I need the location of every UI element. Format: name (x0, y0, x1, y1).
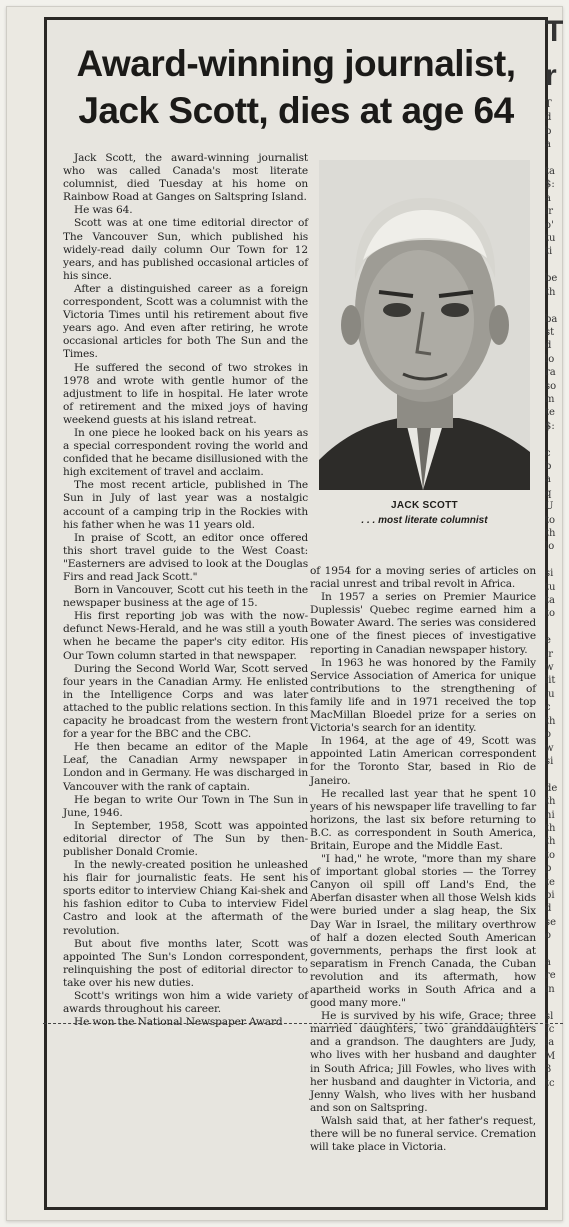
adjacent-text-line: la (545, 1037, 555, 1049)
paragraph: He began to write Our Town in The Sun in June, 1946. (63, 793, 308, 819)
photo-caption-description: . . . most literate columnist (361, 515, 488, 526)
adjacent-text-line: se (545, 916, 557, 928)
adjacent-text-line: p (545, 863, 552, 875)
adjacent-text-line: o' (545, 219, 554, 231)
adjacent-text-line: lit (545, 675, 556, 687)
adjacent-text-line: th (545, 715, 556, 727)
adjacent-text-line: o (545, 930, 552, 942)
adjacent-text-line: d (545, 112, 552, 124)
adjacent-text-line: c (545, 447, 551, 459)
photo-caption-name: JACK SCOTT (391, 500, 458, 511)
adjacent-text-line: tu (545, 233, 556, 245)
adjacent-text-line: M (545, 1050, 556, 1062)
adjacent-text-line: si (545, 755, 554, 767)
adjacent-text-line: lo (545, 541, 555, 553)
headline-line-1: Award-winning journalist, (76, 43, 516, 84)
paragraph: In one piece he looked back on his years as a special correspondent roving the world and confided that he became disillusioned with the high excitement of travel and acclaim. (63, 426, 308, 479)
adjacent-text-line: de (545, 782, 558, 794)
adjacent-text-line: th (545, 822, 556, 834)
paragraph: In 1957 a series on Premier Maurice Duplessis' Quebec regime earned him a Bowater Award. The series was considered one of the finest pieces of investigative reporting in Canadian newspaper history. (310, 591, 536, 656)
adjacent-text-line: $: (545, 179, 555, 191)
adjacent-text-line: d (545, 340, 552, 352)
adjacent-text-line: bi (545, 889, 555, 901)
paragraph: In the newly-created position he unleashed his flair for journalistic feats. He sent his sports editor to interview Chiang Kai-shek and his fashion editor to Cuba to interview Fidel Castro and look at the aftermath of the revolution. (63, 859, 308, 937)
paragraph: In praise of Scott, an editor once offered this short travel guide to the West Coast: "Easterners are advised to look at the Douglas Firs and read Jack Scott." (63, 531, 308, 583)
adjacent-text-line: re (545, 970, 556, 982)
adjacent-text-line: to (545, 514, 556, 526)
adjacent-text-line: te (545, 876, 555, 888)
paragraph: He is survived by his wife, Grace; three married daughters, two granddaughters and a grandson. The daughters are Judy, who lives with her husband and daughter in South Africa; Jill Fowles, who lives with her husband and daughter in Victoria, and Jenny Walsh, who lives with her husband and son on Saltspring. (310, 1010, 536, 1114)
adjacent-text-line: lo (545, 353, 555, 365)
paragraph: He was 64. (74, 204, 133, 217)
paragraph: He suffered the second of two strokes in 1978 and wrote with gentle humor of the adjustment to life in hospital. He later wrote of retirement and the mixed joys of having weekend guests at his island retreat. (63, 361, 308, 426)
adjacent-text-line: q (545, 487, 552, 499)
adjacent-text-line: o (545, 729, 552, 741)
adjacent-text-line: a (545, 139, 551, 151)
adjacent-text-line (545, 433, 569, 446)
adjacent-text-line: $: (545, 420, 555, 432)
adjacent-text-line: T (545, 99, 552, 110)
adjacent-text-line: in (545, 983, 555, 995)
paragraph: The most recent article, published in The Sun in July of last year was a nostalgic account of a camping trip in the Rockies with his father when he was 11 years old. (63, 479, 308, 531)
adjacent-text-line: ta (545, 595, 555, 607)
adjacent-text-line (545, 943, 569, 956)
adjacent-text-line: ir (545, 648, 553, 660)
adjacent-text-line: a (545, 474, 551, 486)
adjacent-text-line: be (545, 273, 558, 285)
adjacent-text-line: 3 (545, 1064, 552, 1076)
adjacent-text-line: ti (545, 246, 553, 258)
adjacent-heading-fragment-2: r (545, 59, 557, 92)
adjacent-text-line: w (545, 742, 554, 754)
adjacent-text-line (545, 554, 569, 567)
portrait-photo (319, 160, 530, 490)
paragraph: He recalled last year that he spent 10 years of his newspaper life travelling to far horizons, the last six before returning to B.C. as correspondent in South America, Britain, Europe and the Middle East. (310, 787, 536, 852)
adjacent-text-lines (545, 98, 569, 1090)
clipping-cut-line (43, 1023, 563, 1024)
adjacent-text-line: th (545, 796, 556, 808)
adjacent-text-line: so (545, 380, 557, 392)
adjacent-text-line: sl (545, 1010, 554, 1022)
paragraph: He won the National Newspaper Award (74, 1016, 283, 1029)
adjacent-heading-fragment-1: T (545, 15, 564, 48)
adjacent-text-line: ba (545, 313, 558, 325)
headline-line-2: Jack Scott, dies at age 64 (78, 90, 514, 131)
adjacent-text-line: st (545, 326, 555, 338)
adjacent-text-line (545, 299, 569, 312)
adjacent-text-line: te (545, 407, 555, 419)
article-headline (59, 40, 533, 134)
paragraph: During the Second World War, Scott served four years in the Canadian Army. He enlisted in the Intelligence Corps and was later attached to the public relations section. In this capacity he broadcast from the western front for a year for the BBC and the CBC. (63, 662, 308, 741)
paragraph: But about five months later, Scott was appointed The Sun's London correspondent, relinquishing the post of editorial director to take over his new duties. (63, 937, 308, 989)
adjacent-text-line (545, 259, 569, 272)
newspaper-clipping (6, 6, 563, 1221)
adjacent-text-line: to (545, 849, 556, 861)
adjacent-text-line: ra (545, 367, 556, 379)
article-frame (44, 17, 548, 1210)
adjacent-text-line: tu (545, 581, 556, 593)
paragraph: Jack Scott, the award-winning journalist who was called Canada's most literate columnist, died Tuesday at his home on Rainbow Road at Ganges on Saltspring Island. (63, 152, 308, 204)
right-column (310, 565, 536, 1154)
adjacent-text-line: th (545, 836, 556, 848)
paragraph: Scott's writings won him a wide variety of awards throughout his career. (63, 990, 308, 1016)
adjacent-text-line: b (545, 460, 552, 472)
adjacent-text-line: c (545, 702, 551, 714)
adjacent-text-line: ir (545, 206, 553, 218)
paragraph: of 1954 for a moving series of articles on racial unrest and tribal revolt in Africa. (310, 565, 536, 591)
adjacent-text-line: U (545, 501, 554, 513)
left-column (63, 152, 308, 1029)
adjacent-column-fragment (545, 10, 569, 1210)
adjacent-text-line: th (545, 528, 556, 539)
adjacent-text-line: th (545, 286, 556, 298)
adjacent-text-line: to (545, 608, 556, 620)
paragraph: Scott was at one time editorial director of The Vancouver Sun, which published his widely-read daily column Our Town for 12 years, and has published occasional articles of his since. (63, 217, 308, 282)
adjacent-text-line: w (545, 662, 554, 674)
adjacent-text-line (545, 152, 569, 165)
adjacent-text-line: tc (545, 1077, 555, 1089)
portrait-illustration (319, 160, 530, 490)
adjacent-text-line: a (545, 192, 551, 204)
paragraph: In 1964, at the age of 49, Scott was appointed Latin American correspondent for the Toronto Star, based in Rio de Janeiro. (310, 735, 536, 787)
adjacent-text-line: hi (545, 809, 555, 821)
paragraph: Born in Vancouver, Scott cut his teeth in the newspaper business at the age of 15. (63, 584, 308, 610)
adjacent-text-line (545, 621, 569, 634)
paragraph: After a distinguished career as a foreign correspondent, Scott was a columnist with the Victoria Times until his retirement about five years ago. And even after retiring, he wrote occasional articles for both The Sun and the Times. (63, 282, 308, 361)
adjacent-text-line: ta (545, 166, 555, 178)
paragraph: "I had," he wrote, "more than my share of important global stories — the Torrey Canyon oil spill off Land's End, the Aberfan disaster when all those Welsh kids were buried under a slag heap, the Six Day War in Israel, the military overthrow of half a dozen elected South American governments, perhaps the first look at separatism in French Canada, the Cuban revolution and its aftermath, how apartheid works in South Africa and a good many more." (310, 853, 536, 1010)
paragraph: In September, 1958, Scott was appointed editorial director of The Sun by then- publisher Donald Cromie. (63, 819, 308, 858)
paragraph: Walsh said that, at her father's request, there will be no funeral service. Cremation will take place in Victoria. (310, 1114, 536, 1154)
adjacent-text-line: d (545, 903, 552, 915)
adjacent-text-line: si (545, 568, 554, 580)
adjacent-text-line: m (545, 393, 555, 405)
paragraph: His first reporting job was with the now-defunct News-Herald, and he was still a youth when he became the paper's city editor. His Our Town column started in that newspaper. (63, 610, 308, 662)
adjacent-text-line: a (545, 957, 551, 968)
paragraph: In 1963 he was honored by the Family Service Association of America for unique contributions to the strengthening of family life and in 1971 received the top MacMillan Bloedel prize for a series on Victoria's search for an identity. (310, 656, 536, 735)
adjacent-text-line (545, 996, 569, 1009)
adjacent-text-line: ju (545, 688, 555, 700)
adjacent-text-line: fc (545, 1024, 555, 1036)
adjacent-text-line: e (545, 635, 551, 647)
adjacent-text-line: b (545, 125, 552, 137)
adjacent-text-line (545, 768, 569, 781)
paragraph: He then became an editor of the Maple Leaf, the Canadian Army newspaper in London and in Germany. He was discharged in Vancouver with the rank of captain. (63, 741, 308, 793)
